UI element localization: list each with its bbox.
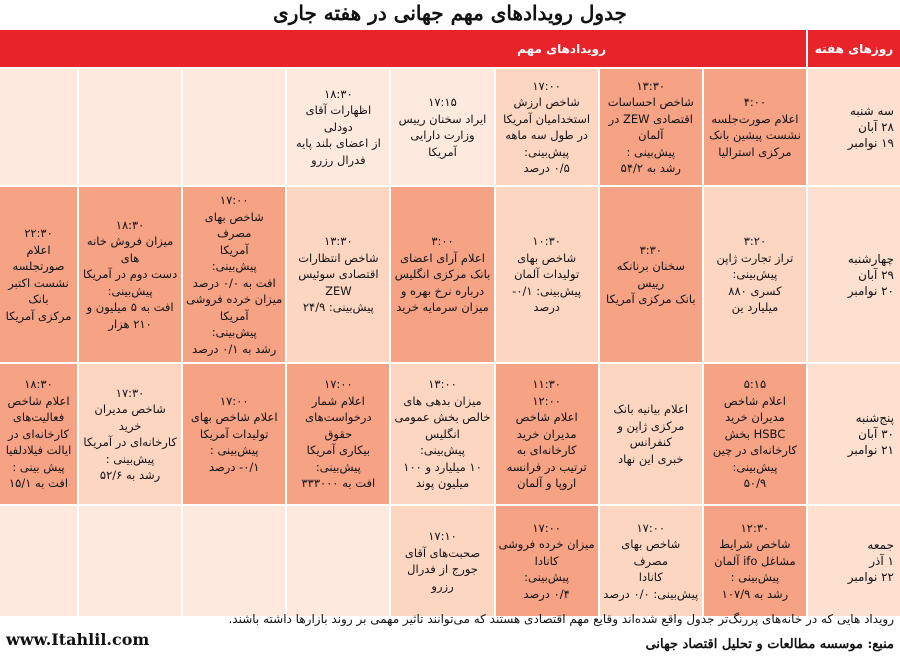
event-cell: ۲۲:۳۰ اعلام صورتجلسه نشست اکتبر بانک مرکزی آمریکا [0, 187, 77, 362]
event-cell: اعلام بیانیه بانک مرکزی ژاپن و کنفرانس خبری این نهاد [600, 364, 702, 504]
event-cell: ۳:۰۰ اعلام آرای اعضای بانک مرکزی انگلیس درباره نرخ بهره و میزان سرمایه خرید [391, 187, 493, 362]
event-cell: ۱۲:۳۰ شاخص شرایط مشاغل ifo آلمان پیش‌بینی : رشد به ۱۰۷/۹ [704, 506, 806, 616]
event-cell: ۵:۱۵ اعلام شاخص مدیران خرید HSBC بخش کارخانه‌ای در چین پیش‌بینی: ۵۰/۹ [704, 364, 806, 504]
event-cell: ۱۱:۳۰ ۱۲:۰۰ اعلام شاخص مدیران خرید کارخانه‌ای به ترتیب در فرانسه اروپا و آلمان [496, 364, 598, 504]
event-cell [79, 69, 181, 185]
event-cell: ۱۷:۱۰ صحبت‌های آقای جورج از فدرال رزرو [391, 506, 493, 616]
footnote: رویداد هایی که در خانه‌های پررنگ‌تر جدول واقع شده‌اند وقایع مهم اقتصادی هستند که می‌توانند تاثیر مهمی بر روند بازارها داشته باشند. [228, 612, 894, 626]
day-label: جمعه ۱ آذر ۲۲ نوامبر [808, 506, 900, 616]
event-cell: ۱۸:۳۰ میزان فروش خانه های دست دوم در آمریکا پیش‌بینی: افت به ۵ میلیون و ۲۱۰ هزار [79, 187, 181, 362]
event-cell: ۱۳:۳۰ شاخص انتظارات اقتصادی سوئیس ZEW پیش‌بینی: ۲۴/۹ [287, 187, 389, 362]
event-cell: ۱۷:۰۰ شاخص ارزش استخدامیان آمریکا در طول سه ماهه پیش‌بینی: ۰/۵ درصد [496, 69, 598, 185]
events-column-header: رویدادهای مهم [0, 30, 806, 67]
events-table [0, 30, 900, 608]
event-cell [0, 69, 77, 185]
days-column-header: روزهای هفته [808, 30, 900, 67]
event-cell: ۱۷:۰۰ شاخص بهای مصرف آمریکا پیش‌بینی: افت به ۰/۰ درصد میزان خرده فروشی آمریکا پیش‌بینی: رشد به ۰/۱ درصد [183, 187, 285, 362]
day-label: پنج‌شنبه ۳۰ آبان ۲۱ نوامبر [808, 364, 900, 504]
event-cell: ۱۰:۳۰ شاخص بهای تولیدات آلمان پیش‌بینی: ۰/۱- درصد [496, 187, 598, 362]
event-cell: ۱۸:۳۰ اعلام شاخص فعالیت‌های کارخانه‌ای در ایالت فیلادلفیا پیش بینی : افت به ۱۵/۱ [0, 364, 77, 504]
event-cell: ۱۷:۱۵ ایراد سخنان رییس وزارت دارایی آمریکا [391, 69, 493, 185]
event-cell: ۳:۲۰ تراز تجارت ژاپن پیش‌بینی: کسری ۸۸۰ میلیارد ین [704, 187, 806, 362]
website-link[interactable]: www.Itahlil.com [6, 630, 150, 649]
event-cell: ۱۷:۰۰ شاخص بهای مصرف کانادا پیش‌بینی: ۰/۰ درصد [600, 506, 702, 616]
page-title: جدول رویدادهای مهم جهانی در هفته جاری [273, 1, 627, 25]
day-label: سه شنبه ۲۸ آبان ۱۹ نوامبر [808, 69, 900, 185]
event-cell [79, 506, 181, 616]
event-cell: ۱۳:۰۰ میزان بدهی های خالص بخش عمومی انگلیس پیش‌بینی: ۱۰ میلیارد و ۱۰۰ میلیون پوند [391, 364, 493, 504]
event-cell: ۱۳:۳۰ شاخص احساسات اقتصادی ZEW در آلمان پیش‌بینی : رشد به ۵۴/۲ [600, 69, 702, 185]
event-cell: ۱۷:۳۰ شاخص مدیران خرید کارخانه‌ای در آمریکا پیش‌بینی : رشد به ۵۲/۶ [79, 364, 181, 504]
event-cell: ۱۷:۰۰ میزان خرده فروشی کانادا پیش‌بینی: ۰/۴ درصد [496, 506, 598, 616]
event-cell: ۴:۰۰ اعلام صورت‌جلسه نشست پیشین بانک مرکزی استرالیا [704, 69, 806, 185]
event-cell: ۱۸:۳۰ اظهارات آقای دودلی از اعضای بلند پایه فدرال رزرو [287, 69, 389, 185]
event-cell [183, 69, 285, 185]
day-label: چهارشنبه ۲۹ آبان ۲۰ نوامبر [808, 187, 900, 362]
source-credit: منبع: موسسه مطالعات و تحلیل اقتصاد جهانی [645, 637, 894, 652]
event-cell: ۱۷:۰۰ اعلام شاخص بهای تولیدات آمریکا پیش‌بینی : ۰/۱- درصد [183, 364, 285, 504]
event-cell [0, 506, 77, 616]
event-cell: ۳:۳۰ سخنان برنانکه رییس بانک مرکزی آمریکا [600, 187, 702, 362]
event-cell [183, 506, 285, 616]
event-cell: ۱۷:۰۰ اعلام شمار درخواست‌های حقوق بیکاری آمریکا پیش‌بینی: افت به ۳۳۳۰۰۰ [287, 364, 389, 504]
event-cell [287, 506, 389, 616]
